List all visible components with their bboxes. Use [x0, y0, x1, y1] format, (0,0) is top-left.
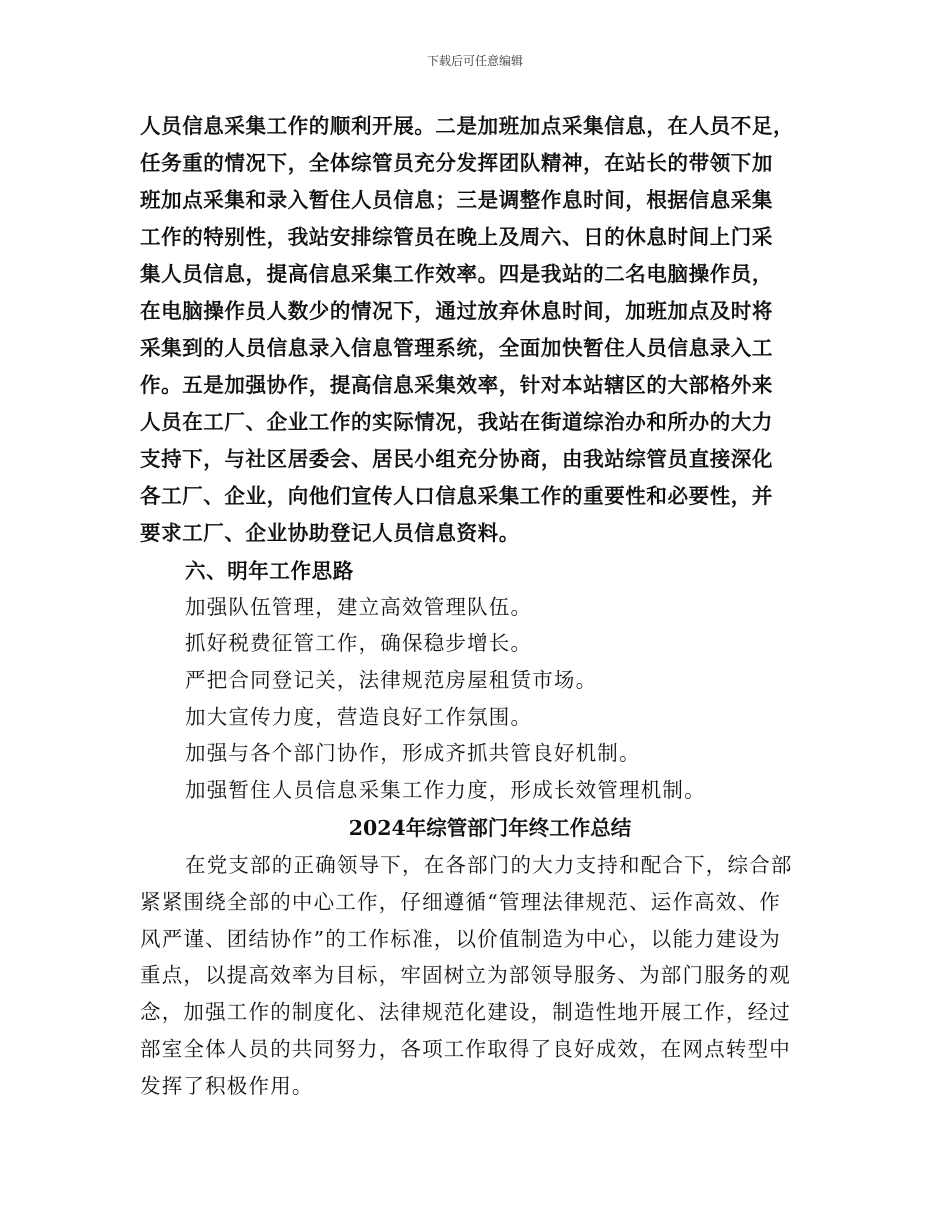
- list-item: 加大宣传力度，营造良好工作氛围。: [185, 705, 533, 729]
- list-item: 加强暂住人员信息采集工作力度，形成长效管理机制。: [185, 778, 706, 802]
- paragraph-line: 各工厂、企业，向他们宣传人口信息采集工作的重要性和必要性，并: [140, 484, 773, 508]
- list-item: 严把合同登记关，法律规范房屋租赁市场。: [185, 668, 598, 692]
- document-title: 2024年综管部门年终工作总结: [348, 816, 632, 840]
- list-item: 加强与各个部门协作，形成齐抓共管良好机制。: [185, 741, 641, 765]
- paragraph-line: 念，加强工作的制度化、法律规范化建设，制造性地开展工作，经过: [140, 1000, 791, 1024]
- paragraph-line: 集人员信息，提高信息采集工作效率。四是我站的二名电脑操作员，: [140, 262, 773, 286]
- paragraph-line: 发挥了积极作用。: [140, 1074, 314, 1098]
- paragraph-line: 班加点采集和录入暂住人员信息；三是调整作息时间，根据信息采集: [140, 188, 773, 212]
- list-item: 加强队伍管理，建立高效管理队伍。: [185, 595, 533, 619]
- section-heading: 六、明年工作思路: [185, 559, 354, 583]
- paragraph-line: 支持下，与社区居委会、居民小组充分协商，由我站综管员直接深化: [140, 447, 773, 471]
- paragraph-line: 工作的特别性，我站安排综管员在晚上及周六、日的休息时间上门采: [140, 225, 773, 249]
- paragraph-line: 部室全体人员的共同努力，各项工作取得了良好成效，在网点转型中: [140, 1037, 791, 1061]
- paragraph-line: 在电脑操作员人数少的情况下，通过放弃休息时间，加班加点及时将: [140, 299, 773, 323]
- paragraph-line: 紧紧围绕全部的中心工作，仔细遵循“管理法律规范、运作高效、作: [140, 890, 781, 914]
- paragraph-line: 人员信息采集工作的顺利开展。二是加班加点采集信息，在人员不足，: [140, 114, 795, 138]
- paragraph-line: 人员在工厂、企业工作的实际情况，我站在街道综治办和所办的大力: [140, 410, 773, 434]
- list-item: 抓好税费征管工作，确保稳步增长。: [185, 631, 533, 655]
- paragraph-line: 任务重的情况下，全体综管员充分发挥团队精神，在站长的带领下加: [140, 151, 773, 175]
- paragraph-line: 作。五是加强协作，提高信息采集效率，针对本站辖区的大部格外来: [140, 373, 773, 397]
- paragraph-line: 在党支部的正确领导下，在各部门的大力支持和配合下，综合部: [185, 853, 793, 877]
- paragraph-line: 重点，以提高效率为目标，牢固树立为部领导服务、为部门服务的观: [140, 963, 791, 987]
- paragraph-line: 风严谨、团结协作”的工作标准，以价值制造为中心，以能力建设为: [140, 927, 781, 951]
- paragraph-line: 要求工厂、企业协助登记人员信息资料。: [140, 521, 520, 545]
- page-header: 下载后可任意编辑: [426, 54, 523, 68]
- paragraph-line: 采集到的人员信息录入信息管理系统，全面加快暂住人员信息录入工: [140, 336, 773, 360]
